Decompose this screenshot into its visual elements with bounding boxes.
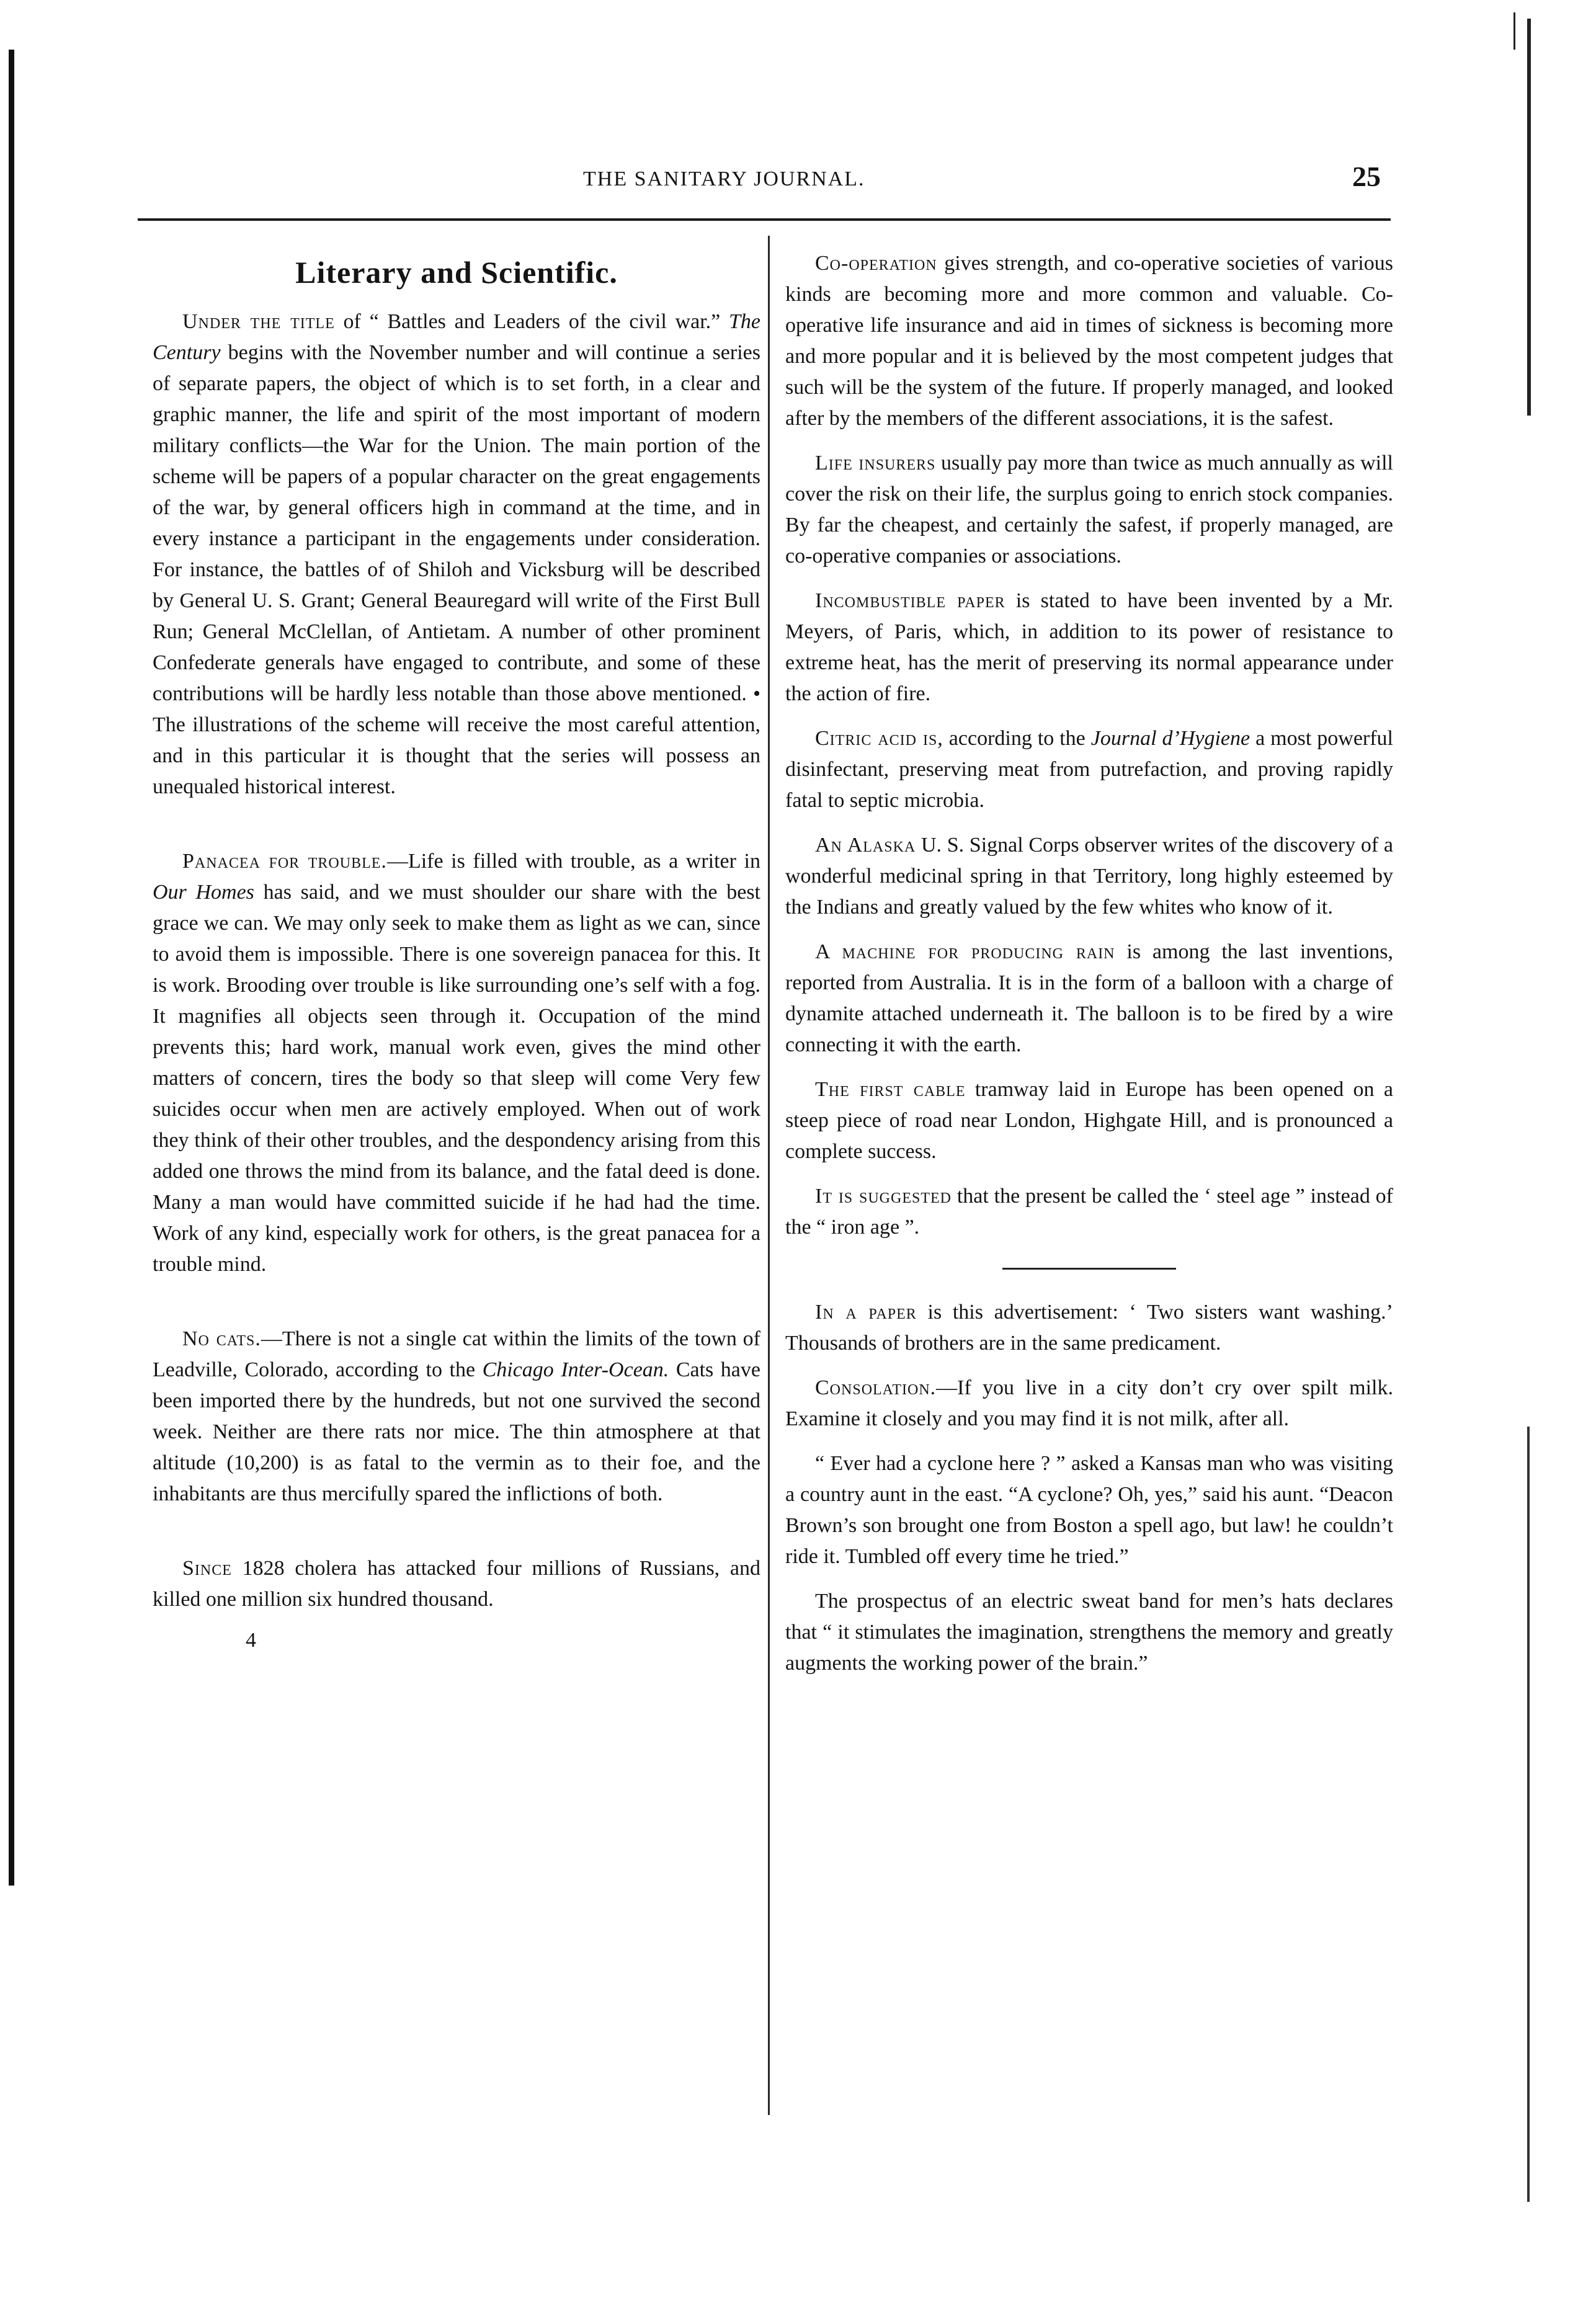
article-lead: Under the title: [182, 310, 335, 333]
right-column: [785, 248, 1393, 1693]
article-alaska-spring: [785, 830, 1393, 923]
article-cholera: [153, 1553, 760, 1615]
article-text: is stated to have been invented by a Mr. Meyers, of Paris, which, in addition to its power of resistance to extreme heat, has the merit of preserving its normal appearance under the action of fire.: [785, 589, 1393, 705]
article-rain-machine: [785, 937, 1393, 1061]
section-heading: Literary and Scientific.: [295, 255, 618, 290]
scan-mark: [1514, 12, 1515, 50]
article-incombustible-paper: [785, 586, 1393, 710]
article-lead: A machine for producing rain: [815, 940, 1115, 963]
page-number: 25: [1352, 161, 1381, 192]
article-co-operation: [785, 248, 1393, 434]
article-text: —Life is filled with trouble, as a writer in: [386, 850, 760, 873]
article-text: a most powerful disinfectant, preserving meat from putrefaction, and proving rapidly fatal to septic microbia.: [785, 727, 1393, 812]
article-lead: It is suggested: [815, 1185, 952, 1208]
article-consolation: [785, 1373, 1393, 1435]
column-rule: [768, 236, 770, 2115]
scan-edge-right: [1527, 19, 1531, 416]
article-panacea-for-trouble: [153, 846, 760, 1280]
article-lead: Consolation.: [815, 1376, 937, 1399]
article-lead: Citric acid is,: [815, 727, 943, 750]
article-lead: In a paper: [815, 1301, 917, 1324]
article-life-insurers: [785, 448, 1393, 572]
article-text: according to the: [943, 727, 1091, 750]
article-no-cats: [153, 1324, 760, 1510]
section-divider: [1002, 1268, 1176, 1270]
signature-mark: 4: [246, 1629, 256, 1652]
article-steel-age: [785, 1181, 1393, 1243]
article-text: —If you live in a city don’t cry over spilt milk. Examine it closely and you may find it is not milk, after all.: [785, 1376, 1393, 1430]
article-text: tramway laid in Europe has been opened on a steep piece of road near London, Highgate Hill, and is pronounced a complete success.: [785, 1078, 1393, 1163]
article-text: has said, and we must shoulder our share with the best grace we can. We may only seek to make them as light as we can, since to avoid them is impossible. There is one sovereign panacea for this. It is work. Brooding over trouble is like surrounding one’s self with a fog. It magnifies all objects seen through it. Occupation of the mind prevents this; hard work, manual work even, gives the mind other matters of concern, tires the body so that sleep will come Very few suicides occur when men are actively employed. When out of work they think of their other troubles, and the despondency arising from this added one throws the mind from its balance, and the fatal deed is done. Many a man would have committed suicide if he had had the time. Work of any kind, especially work for others, is the great panacea for a trouble mind.: [153, 881, 760, 1276]
article-lead: Life insurers: [815, 452, 936, 474]
article-text: begins with the November number and will continue a series of separate papers, the object of which is to set forth, in a clear and graphic manner, the life and spirit of the most important of modern military conflicts—the War for the Union. The main portion of the scheme will be papers of a popular character on the great engagements of the war, by general officers high in command at the time, and in every instance a participant in the engagements under consideration. For instance, the battles of of Shiloh and Vicksburg will be described by General U. S. Grant; General Beauregard will write of the First Bull Run; General McClellan, of Antietam. A number of other prominent Confederate generals have engaged to contribute, and some of these contributions will be hardly less notable than those above mentioned. • The illustrations of the scheme will receive the most careful attention, and in this particular it is thought that the series will possess an unequaled historical interest.: [153, 341, 760, 798]
article-lead: The first cable: [815, 1078, 966, 1101]
article-lead: An Alaska: [815, 834, 916, 857]
article-text: that the present be called the ‘ steel age ” instead of the “ iron age ”.: [785, 1185, 1394, 1239]
article-text: is among the last inventions, reported from Australia. It is in the form of a balloon with a charge of dynamite attached underneath it. The balloon is to be fired by a wire connecting it with the earth.: [785, 940, 1393, 1056]
article-text: 1828 cholera has attacked four millions of Russians, and killed one million six hundred thousand.: [153, 1557, 760, 1611]
header-rule: [138, 218, 1391, 221]
article-battles-and-leaders: [153, 306, 760, 803]
article-text: is this advertisement: ‘ Two sisters want washing.’ Thousands of brothers are in the same predicament.: [785, 1301, 1394, 1355]
article-lead: Since: [182, 1557, 232, 1580]
scan-edge-right-lower: [1527, 1427, 1530, 2202]
article-sweat-band: The prospectus of an electric sweat band for men’s hats declares that “ it stimulates the imagination, strengthens the memory and greatly augments the working power of the brain.”: [785, 1590, 1393, 1675]
article-italic: The Century: [153, 310, 761, 364]
article-italic: Chicago Inter-Ocean.: [482, 1358, 669, 1381]
article-lead: Panacea for trouble.: [182, 850, 387, 873]
article-text: Cats have been imported there by the hundreds, but not one survived the second week. Neither are there rats nor mice. The thin atmosphere at that altitude (10,200) is as fatal to the vermin as to their foe, and the inhabitants are thus mercifully spared the inflictions of both.: [153, 1358, 760, 1505]
article-lead: No cats.: [182, 1327, 261, 1350]
article-text: —There is not a single cat within the limits of the town of Leadville, Colorado, according to the: [153, 1327, 761, 1381]
article-text: usually pay more than twice as much annually as will cover the risk on their life, the surplus going to enrich stock companies. By far the cheapest, and certainly the safest, if properly managed, are co-operative companies or associations.: [785, 452, 1394, 568]
article-cyclone-joke: “ Ever had a cyclone here ? ” asked a Kansas man who was visiting a country aunt in the east. “A cyclone? Oh, yes,” said his aunt. “Deacon Brown’s son brought one from Boston a spell ago, but law! he couldn’t ride it. Tumbled off every time he tried.”: [785, 1452, 1393, 1568]
article-text: of “ Battles and Leaders of the civil war.”: [334, 310, 729, 333]
article-italic: Our Homes: [153, 881, 254, 904]
left-column: [153, 248, 760, 1656]
article-citric-acid: [785, 723, 1393, 816]
article-text: U. S. Signal Corps observer writes of the discovery of a wonderful medicinal spring in that Territory, long highly esteemed by the Indians and greatly valued by the few whites who know of it.: [785, 834, 1393, 919]
running-head: THE SANITARY JOURNAL.: [583, 167, 865, 190]
scan-edge-left: [9, 50, 14, 1886]
article-cable-tramway: [785, 1074, 1393, 1167]
article-text: gives strength, and co-operative societies of various kinds are becoming more and more common and valuable. Co-operative life insurance and aid in times of sickness is becoming more and more popular and it is believed by the most competent judges that such will be the system of the future. If properly managed, and looked after by the members of the different associations, it is the safest.: [785, 252, 1393, 430]
article-italic: Journal d’Hygiene: [1090, 727, 1250, 750]
article-lead: Incombustible paper: [815, 589, 1005, 612]
article-lead: Co-operation: [815, 252, 937, 275]
article-advertisement: [785, 1297, 1393, 1359]
